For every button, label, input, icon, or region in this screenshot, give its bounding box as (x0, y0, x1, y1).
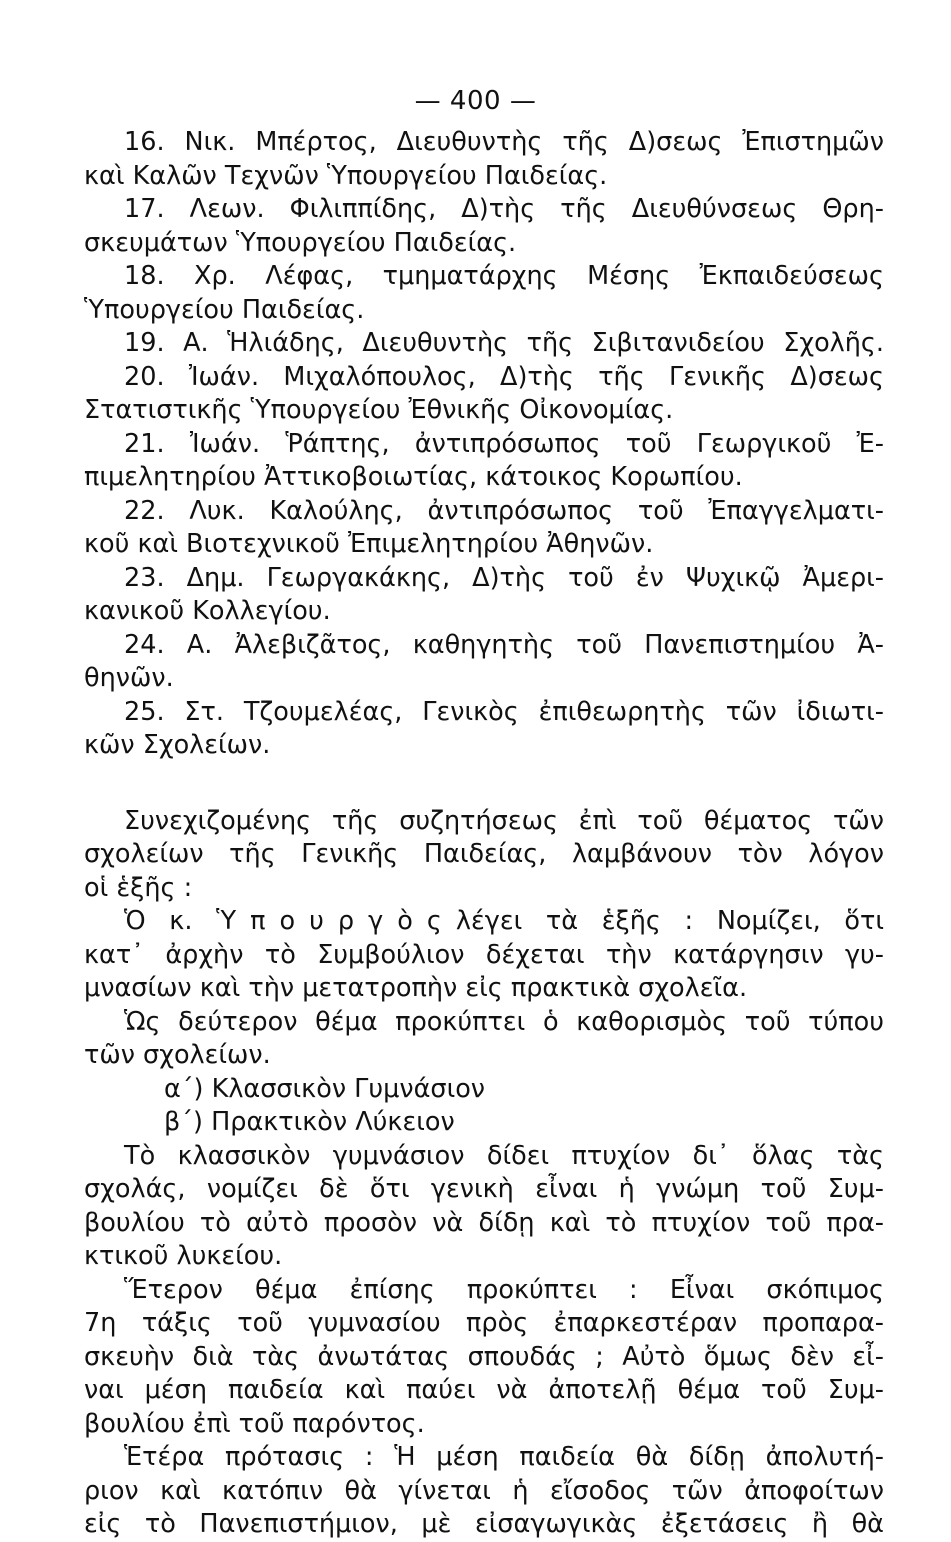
text-line: Ἕτερον θέμα ἐπίσης προκύπτει : Εἶναι σκόπιμος (124, 1274, 884, 1305)
text-line: 21. Ἰωάν. Ῥάπτης, ἀντιπρόσωπος τοῦ Γεωργικοῦ Ἐ- (124, 428, 884, 459)
text-line: κῶν Σχολείων. (84, 730, 271, 760)
speaker-name: Ὑπουργὸς (216, 906, 456, 936)
text-line: Ὑπουργείου Παιδείας. (84, 294, 365, 325)
text-line: 19. Α. Ἡλιάδης, Διευθυντὴς τῆς Σιβιτανιδείου Σχολῆς. (124, 328, 884, 358)
text-line: σχολείων τῆς Γενικῆς Παιδείας, λαμβάνουν τὸν λόγον (84, 839, 884, 869)
text-line: 18. Χρ. Λέφας, τμηματάρχης Μέσης Ἐκπαιδεύσεως (124, 261, 884, 291)
text-line (84, 905, 884, 939)
text-line: εἰς τὸ Πανεπιστήμιον, μὲ εἰσαγωγικὰς ἐξετάσεις ἢ θὰ (84, 1509, 884, 1539)
text-line: 20. Ἰωάν. Μιχαλόπουλος, Δ)τὴς τῆς Γενικῆς Δ)σεως (124, 361, 884, 392)
text-line: βουλίου ἐπὶ τοῦ παρόντος. (84, 1408, 425, 1439)
text-line: Συνεχιζομένης τῆς συζητήσεως ἐπὶ τοῦ θέματος τῶν (124, 805, 884, 836)
text-fragment: Ὁ κ. (124, 906, 193, 936)
text-line: Στατιστικῆς Ὑπουργείου Ἐθνικῆς Οἰκονομίας. (84, 395, 674, 425)
text-line: 24. Α. Ἀλεβιζᾶτος, καθηγητὴς τοῦ Πανεπιστημίου Ἀ- (124, 629, 884, 660)
text-line: οἱ ἑξῆς : (84, 872, 193, 903)
text-line: 7η τάξις τοῦ γυμνασίου πρὸς ἐπαρκεστέραν προπαρα- (84, 1308, 884, 1338)
text-line: 23. Δημ. Γεωργακάκης, Δ)τὴς τοῦ ἐν Ψυχικῷ Ἀμερι- (124, 562, 884, 593)
text-line: κατ᾿ ἀρχὴν τὸ Συμβούλιον δέχεται τὴν κατάργησιν γυ- (84, 939, 884, 970)
text-line: θηνῶν. (84, 663, 174, 693)
text-line: σκευὴν διὰ τὰς ἀνωτάτας σπουδάς ; Αὐτὸ ὅμως δὲν εἶ- (84, 1341, 884, 1372)
page-number: — 400 — (414, 86, 537, 116)
text-line: 16. Νικ. Μπέρτος, Διευθυντὴς τῆς Δ)σεως Ἐπιστημῶν (124, 127, 884, 157)
text-line: 17. Λεων. Φιλιππίδης, Δ)τὴς τῆς Διευθύνσεως Θρη- (124, 194, 884, 224)
list-item: β΄) Πρακτικὸν Λύκειον (164, 1107, 455, 1137)
paragraph-gap (84, 763, 884, 805)
body-text (84, 126, 884, 1542)
text-fragment: λέγει τὰ ἑξῆς : Νομίζει, ὅτι (455, 906, 884, 936)
text-line: ναι μέση παιδεία καὶ παύει νὰ ἀποτελῇ θέμα τοῦ Συμ- (84, 1375, 884, 1405)
text-line: καὶ Καλῶν Τεχνῶν Ὑπουργείου Παιδείας. (84, 160, 608, 191)
text-line: τῶν σχολείων. (84, 1040, 271, 1070)
text-line: 25. Στ. Τζουμελέας, Γενικὸς ἐπιθεωρητὴς τῶν ἰδιωτι- (124, 696, 884, 727)
text-line: κτικοῦ λυκείου. (84, 1241, 283, 1271)
text-line: σκευμάτων Ὑπουργείου Παιδείας. (84, 227, 517, 258)
text-line: ριον καὶ κατόπιν θὰ γίνεται ἡ εἴσοδος τῶν ἀποφοίτων (84, 1475, 884, 1506)
text-line: κανικοῦ Κολλεγίου. (84, 596, 331, 626)
text-line: σχολάς, νομίζει δὲ ὅτι γενικὴ εἶναι ἡ γνώμη τοῦ Συμ- (84, 1174, 884, 1204)
text-line: πιμελητηρίου Ἀττικοβοιωτίας, κάτοικος Κορωπίου. (84, 462, 743, 492)
text-line: μνασίων καὶ τὴν μετατροπὴν εἰς πρακτικὰ σχολεῖα. (84, 973, 748, 1003)
text-line: Τὸ κλασσικὸν γυμνάσιον δίδει πτυχίον δι᾿ ὅλας τὰς (124, 1140, 884, 1171)
text-line: κοῦ καὶ Βιοτεχνικοῦ Ἐπιμελητηρίου Ἀθηνῶν. (84, 529, 654, 559)
text-line: βουλίου τὸ αὐτὸ προσὸν νὰ δίδῃ καὶ τὸ πτυχίον τοῦ πρα- (84, 1207, 884, 1238)
text-line: 22. Λυκ. Καλούλης, ἀντιπρόσωπος τοῦ Ἐπαγγελματι- (124, 495, 884, 526)
text-line: Ὡς δεύτερον θέμα προκύπτει ὁ καθορισμὸς τοῦ τύπου (124, 1006, 884, 1037)
text-line: Ἑτέρα πρότασις : Ἡ μέση παιδεία θὰ δίδῃ ἀπολυτή- (124, 1442, 884, 1472)
list-item: α΄) Κλασσικὸν Γυμνάσιον (164, 1073, 486, 1104)
